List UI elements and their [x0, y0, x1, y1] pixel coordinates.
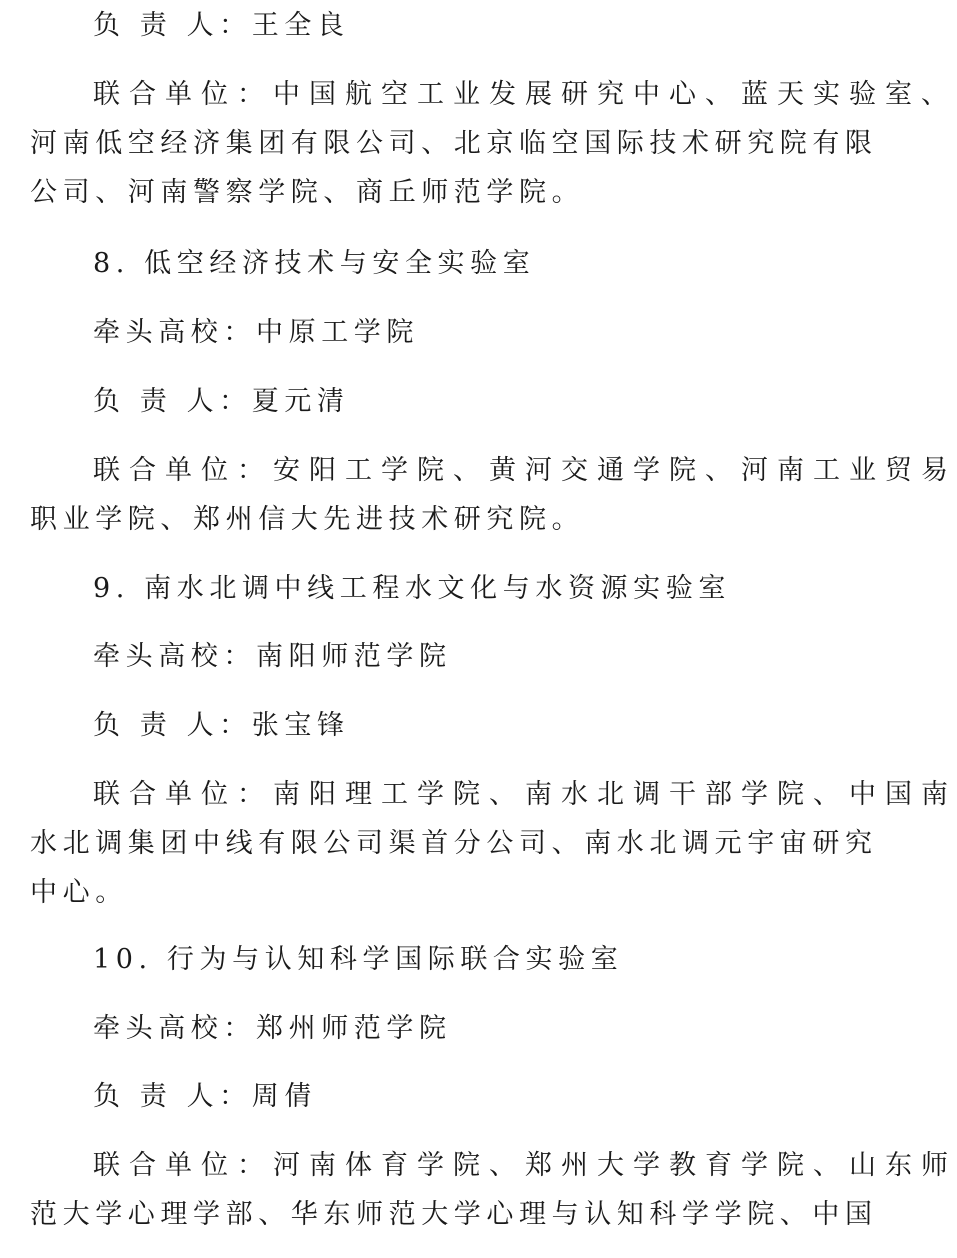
text-line-lead-university: 牵头高校：郑州师范学院 [93, 1013, 452, 1044]
text-line-responsible-person: 负 责 人：周倩 [93, 1081, 317, 1112]
text-line-responsible-person: 负 责 人：夏元清 [93, 386, 350, 417]
text-line-partner-units-cont: 公司、河南警察学院、商丘师范学院。 [30, 177, 585, 208]
text-line-partner-units: 联合单位：安阳工学院、黄河交通学院、河南工业贸易 [93, 455, 957, 486]
text-line-partner-units: 联合单位：南阳理工学院、南水北调干部学院、中国南 [93, 779, 957, 810]
text-line-partner-units-cont: 水北调集团中线有限公司渠首分公司、南水北调元宇宙研究 [30, 828, 878, 859]
text-line-lead-university: 牵头高校：中原工学院 [93, 317, 419, 348]
text-line-partner-units: 联合单位：中国航空工业发展研究中心、蓝天实验室、 [93, 79, 957, 110]
text-line-partner-units-cont: 中心。 [30, 877, 128, 908]
text-line-partner-units-cont: 河南低空经济集团有限公司、北京临空国际技术研究院有限 [30, 128, 878, 159]
section-heading-9: 9. 南水北调中线工程水文化与水资源实验室 [93, 573, 731, 604]
text-line-responsible-person: 负 责 人：王全良 [93, 10, 350, 41]
text-line-partner-units-cont: 职业学院、郑州信大先进技术研究院。 [30, 504, 585, 535]
text-line-responsible-person: 负 责 人：张宝锋 [93, 710, 350, 741]
text-line-partner-units-cont: 范大学心理学部、华东师范大学心理与认知科学学院、中国 [30, 1199, 878, 1230]
section-heading-10: 10. 行为与认知科学国际联合实验室 [93, 944, 624, 975]
section-heading-8: 8. 低空经济技术与安全实验室 [93, 248, 536, 279]
text-line-lead-university: 牵头高校：南阳师范学院 [93, 641, 452, 672]
text-line-partner-units: 联合单位：河南体育学院、郑州大学教育学院、山东师 [93, 1150, 957, 1181]
